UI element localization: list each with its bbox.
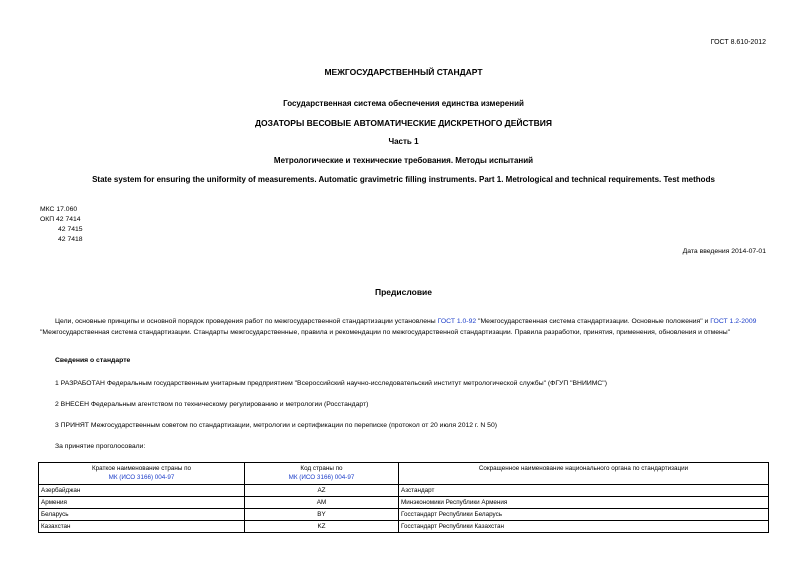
effective-date: Дата введения 2014-07-01: [682, 248, 766, 255]
body-cell: Госстандарт Республики Беларусь: [399, 509, 769, 521]
okp-code-2: 42 7415: [58, 226, 83, 233]
voted-label: За принятие проголосовали:: [55, 443, 146, 450]
foreword-paragraph: [40, 316, 768, 338]
standards-body-header: Сокращенное наименование национального органа по стандартизации: [399, 463, 769, 485]
country-name-header: Краткое наименование страны по МК (ИСО 3166) 004-97: [39, 463, 245, 485]
okp-code-3: 42 7418: [58, 236, 83, 243]
table-row: [39, 485, 769, 497]
country-cell: Азербайджан: [39, 485, 245, 497]
gost-1-0-92-link[interactable]: ГОСТ 1.0-92: [437, 318, 477, 325]
body-cell: Госстандарт Республики Казахстан: [399, 521, 769, 533]
body-cell: Минэкономики Республики Армения: [399, 497, 769, 509]
country-code-header: Код страны по МК (ИСО 3166) 004-97: [245, 463, 399, 485]
standard-type-heading: МЕЖГОСУДАРСТВЕННЫЙ СТАНДАРТ: [324, 67, 483, 77]
system-heading: Государственная система обеспечения единства измерений: [283, 99, 524, 108]
foreword-text-a: Цели, основные принципы и основной порядок проведения работ по межгосударственной стандартизации установлены: [55, 318, 438, 325]
document-code: ГОСТ 8.610-2012: [710, 39, 766, 46]
code-cell: BY: [245, 509, 399, 521]
part-heading: Часть 1: [388, 137, 419, 146]
country-cell: Армения: [39, 497, 245, 509]
table-row: [39, 497, 769, 509]
standard-info-heading: Сведения о стандарте: [55, 357, 131, 364]
okp-code-1: ОКП 42 7414: [40, 216, 81, 223]
voting-countries-table: [38, 462, 769, 533]
foreword-text-b: "Межгосударственная система стандартизации. Основные положения" и: [476, 318, 711, 325]
adopted-by-item: 3 ПРИНЯТ Межгосударственным советом по стандартизации, метрологии и сертификации по переписке (протокол от 20 июля 2012 г. N 50): [55, 422, 497, 429]
foreword-heading: Предисловие: [374, 287, 433, 297]
code-cell: AZ: [245, 485, 399, 497]
country-cell: Беларусь: [39, 509, 245, 521]
country-cell: Казахстан: [39, 521, 245, 533]
body-cell: Азстандарт: [399, 485, 769, 497]
english-title: State system for ensuring the uniformity of measurements. Automatic gravimetric filling instruments. Part 1. Metrological and technical requirements. Test methods: [92, 175, 715, 184]
table-header-row: [39, 463, 769, 485]
document-title: ДОЗАТОРЫ ВЕСОВЫЕ АВТОМАТИЧЕСКИЕ ДИСКРЕТНОГО ДЕЙСТВИЯ: [254, 118, 552, 128]
code-cell: KZ: [245, 521, 399, 533]
developed-by-item: 1 РАЗРАБОТАН Федеральным государственным унитарным предприятием "Всероссийский научно-исследовательский институт метрологической службы" (ФГУП "ВНИИМС"): [55, 380, 607, 387]
foreword-text-c: "Межгосударственная система стандартизации. Стандарты межгосударственные, правила и рекомендации по межгосударственной стандартизации. Правила разработки, принятия, применения, обновления и отмены": [40, 329, 731, 336]
table-row: [39, 509, 769, 521]
code-cell: AM: [245, 497, 399, 509]
document-subtitle: Метрологические и технические требования. Методы испытаний: [273, 156, 534, 165]
gost-1-2-2009-link[interactable]: ГОСТ 1.2-2009: [710, 318, 757, 325]
table-row: [39, 521, 769, 533]
iso-link[interactable]: МК (ИСО 3166) 004-97: [288, 474, 355, 481]
iso-link[interactable]: МК (ИСО 3166) 004-97: [108, 474, 175, 481]
mks-code: МКС 17.060: [40, 206, 78, 213]
introduced-by-item: 2 ВНЕСЕН Федеральным агентством по техническому регулированию и метрологии (Росстандарт): [55, 401, 369, 408]
